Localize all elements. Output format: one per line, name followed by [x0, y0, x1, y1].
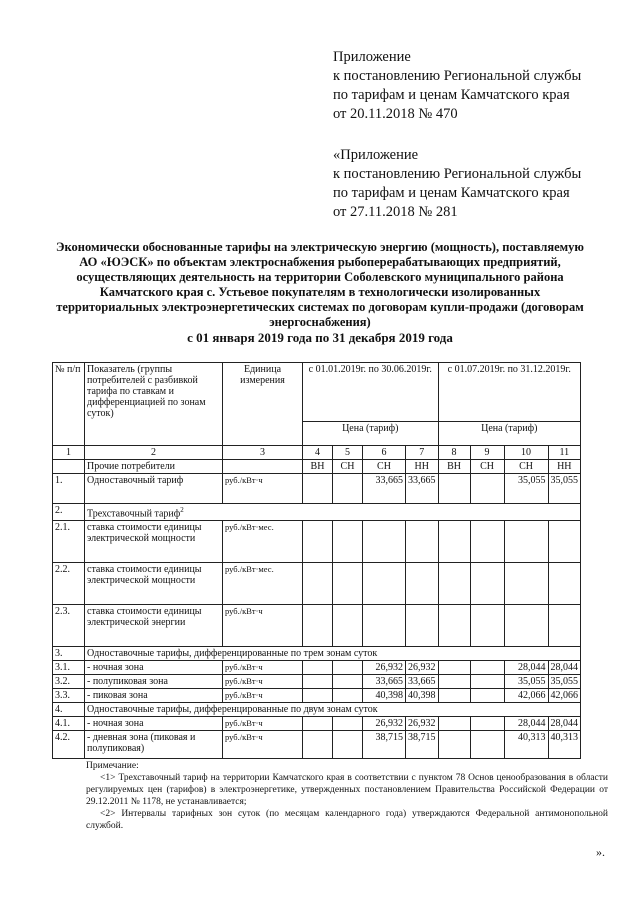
- title-line: АО «ЮЭСК» по объектам электроснабжения рыбоперерабатывающих предприятий,: [79, 255, 561, 269]
- tariff-value: 42,066: [504, 689, 548, 703]
- tariff-value: 28,044: [548, 661, 581, 675]
- appendix-line: к постановлению Региональной службы: [333, 68, 582, 84]
- header-unit: Единица измерения: [223, 363, 303, 446]
- table-row: [53, 563, 581, 605]
- row-number: 1.: [53, 474, 85, 504]
- row-indicator: - ночная зона: [85, 661, 223, 675]
- title-line: территориальных электроэнергетических системах по договорам купли-продажи (договорам: [56, 300, 584, 314]
- table-row: [53, 731, 581, 759]
- row-indicator: - ночная зона: [85, 717, 223, 731]
- voltage-level: СН: [504, 460, 548, 474]
- tariff-value: [438, 661, 470, 675]
- row-indicator: ставка стоимости единицы электрической мощности: [85, 563, 223, 605]
- tariff-value: [333, 689, 363, 703]
- header-price-1: Цена (тариф): [303, 422, 439, 446]
- col-number: 8: [438, 446, 470, 460]
- tariff-value: 40,398: [363, 689, 406, 703]
- table-row: [53, 504, 581, 521]
- header-indicator: Показатель (группы потребителей с разбивкой тарифа по ставкам и дифференциацией по зонам суток): [85, 363, 223, 446]
- tariff-value: [333, 675, 363, 689]
- appendix-line: Приложение: [333, 49, 411, 65]
- tariff-value: 35,055: [548, 675, 581, 689]
- voltage-level: ВН: [303, 460, 333, 474]
- row-number: 2.: [53, 504, 85, 521]
- title-period: с 01 января 2019 года по 31 декабря 2019 года: [187, 330, 453, 345]
- tariff-value: 33,665: [406, 474, 439, 504]
- row-indicator: Одноставочные тарифы, дифференцированные по двум зонам суток: [85, 703, 581, 717]
- row-number: 4.: [53, 703, 85, 717]
- voltage-level: СН: [333, 460, 363, 474]
- table-row: [53, 703, 581, 717]
- tariff-value: 35,055: [504, 474, 548, 504]
- tariff-value: 33,665: [363, 474, 406, 504]
- closing-quote: ».: [596, 845, 605, 859]
- row-indicator: Одноставочный тариф: [85, 474, 223, 504]
- tariff-value: [303, 675, 333, 689]
- title-line: осуществляющих деятельность на территории Соболевского муниципального района: [76, 270, 564, 284]
- row-indicator: ставка стоимости единицы электрической энергии: [85, 605, 223, 647]
- row-indicator: ставка стоимости единицы электрической мощности: [85, 521, 223, 563]
- title-line: энергоснабжения): [269, 315, 371, 329]
- tariff-value: [470, 731, 504, 759]
- row-unit: руб./кВт·мес.: [223, 521, 303, 563]
- notes-heading: Примечание:: [86, 761, 139, 771]
- tariff-value: [438, 689, 470, 703]
- table-row: [53, 605, 581, 647]
- tariff-value: 35,055: [548, 474, 581, 504]
- row-unit: руб./кВт·ч: [223, 661, 303, 675]
- group-label: Прочие потребители: [85, 460, 223, 474]
- appendix-line: по тарифам и ценам Камчатского края: [333, 185, 570, 201]
- tariff-value: [303, 661, 333, 675]
- row-number: 2.2.: [53, 563, 85, 605]
- row-number: 2.3.: [53, 605, 85, 647]
- tariff-value: 38,715: [363, 731, 406, 759]
- tariff-value: 28,044: [504, 717, 548, 731]
- row-unit: руб./кВт·ч: [223, 474, 303, 504]
- voltage-level: НН: [548, 460, 581, 474]
- row-indicator: - дневная зона (пиковая и полупиковая): [85, 731, 223, 759]
- col-number: 3: [223, 446, 303, 460]
- tariff-value: 42,066: [548, 689, 581, 703]
- row-unit: руб./кВт·ч: [223, 717, 303, 731]
- col-number: 11: [548, 446, 581, 460]
- tariff-value: [470, 689, 504, 703]
- table-row: [53, 675, 581, 689]
- tariff-value: 28,044: [548, 717, 581, 731]
- tariff-value: [438, 474, 470, 504]
- tariff-value: 35,055: [504, 675, 548, 689]
- header-period-1: с 01.01.2019г. по 30.06.2019г.: [303, 363, 439, 422]
- tariff-value: [333, 717, 363, 731]
- tariff-value: [303, 731, 333, 759]
- appendix-line: от 20.11.2018 № 470: [333, 106, 458, 122]
- tariff-value: 33,665: [406, 675, 439, 689]
- header-period-2: с 01.07.2019г. по 31.12.2019г.: [438, 363, 581, 422]
- tariff-value: 40,313: [548, 731, 581, 759]
- table-row: [53, 661, 581, 675]
- voltage-level: СН: [363, 460, 406, 474]
- table-row: [53, 521, 581, 563]
- tariff-value: 33,665: [363, 675, 406, 689]
- row-number: 3.2.: [53, 675, 85, 689]
- tariff-value: [333, 474, 363, 504]
- row-unit: руб./кВт·ч: [223, 731, 303, 759]
- appendix-line: от 27.11.2018 № 281: [333, 204, 458, 220]
- table-row: [53, 474, 581, 504]
- col-number: 10: [504, 446, 548, 460]
- tariff-value: 26,932: [406, 661, 439, 675]
- col-number: 7: [406, 446, 439, 460]
- appendix-header-current: [333, 48, 581, 124]
- col-number: 1: [53, 446, 85, 460]
- row-indicator: Трехставочный тариф$^2$: [85, 504, 581, 521]
- col-number: 5: [333, 446, 363, 460]
- row-indicator: - полупиковая зона: [85, 675, 223, 689]
- row-indicator: Одноставочные тарифы, дифференцированные по трем зонам суток: [85, 647, 581, 661]
- tariff-value: [303, 689, 333, 703]
- header-price-2: Цена (тариф): [438, 422, 581, 446]
- row-unit: руб./кВт·ч: [223, 689, 303, 703]
- footnote-mark: 2: [180, 506, 184, 514]
- tariff-value: 26,932: [406, 717, 439, 731]
- tariff-value: 38,715: [406, 731, 439, 759]
- tariff-value: [470, 717, 504, 731]
- row-number: 3.: [53, 647, 85, 661]
- appendix-line: по тарифам и ценам Камчатского края: [333, 87, 570, 103]
- note-2: <2> Интервалы тарифных зон суток (по месяцам календарного года) утверждаются Федеральной антимонопольной службой.: [86, 809, 608, 831]
- row-unit: руб./кВт·мес.: [223, 563, 303, 605]
- note-1: <1> Трехставочный тариф на территории Камчатского края в соответствии с пунктом 78 Основ ценообразования в области регулируемых цен (тарифов) в электроэнергетике, утвержденных постановлением Правительства Российской Федерации от 29.12.2011 № 1178, не устанавливается;: [86, 773, 608, 807]
- appendix-header-original: [333, 146, 581, 222]
- voltage-level: ВН: [438, 460, 470, 474]
- tariff-value: 26,932: [363, 717, 406, 731]
- tariff-value: [333, 661, 363, 675]
- tariff-value: [438, 717, 470, 731]
- col-number: 6: [363, 446, 406, 460]
- tariff-value: [470, 474, 504, 504]
- tariff-value: [333, 731, 363, 759]
- tariff-value: 40,313: [504, 731, 548, 759]
- row-number: 3.3.: [53, 689, 85, 703]
- appendix-line: «Приложение: [333, 147, 419, 163]
- row-number: 4.1.: [53, 717, 85, 731]
- tariff-value: [438, 731, 470, 759]
- tariff-value: [303, 474, 333, 504]
- header-number: № п/п: [53, 363, 85, 446]
- row-indicator: - пиковая зона: [85, 689, 223, 703]
- tariff-value: [438, 675, 470, 689]
- col-number: 4: [303, 446, 333, 460]
- table-row: [53, 689, 581, 703]
- tariff-value: [470, 661, 504, 675]
- tariff-table: [52, 362, 581, 759]
- title-line: Камчатского края с. Устьевое покупателям в технологически изолированных: [99, 285, 541, 299]
- tariff-value: 40,398: [406, 689, 439, 703]
- col-number: 9: [470, 446, 504, 460]
- tariff-value: 28,044: [504, 661, 548, 675]
- title-line: Экономически обоснованные тарифы на электрическую энергию (мощность), поставляемую: [56, 240, 584, 254]
- row-number: 3.1.: [53, 661, 85, 675]
- tariff-value: [303, 717, 333, 731]
- voltage-level: НН: [406, 460, 439, 474]
- row-number: 4.2.: [53, 731, 85, 759]
- row-unit: руб./кВт·ч: [223, 605, 303, 647]
- table-row: [53, 647, 581, 661]
- appendix-line: к постановлению Региональной службы: [333, 166, 582, 182]
- document-title: [28, 240, 612, 345]
- row-number: 2.1.: [53, 521, 85, 563]
- notes-section: [86, 760, 608, 832]
- table-row: [53, 717, 581, 731]
- row-unit: руб./кВт·ч: [223, 675, 303, 689]
- tariff-value: 26,932: [363, 661, 406, 675]
- col-number: 2: [85, 446, 223, 460]
- tariff-value: [470, 675, 504, 689]
- voltage-level: СН: [470, 460, 504, 474]
